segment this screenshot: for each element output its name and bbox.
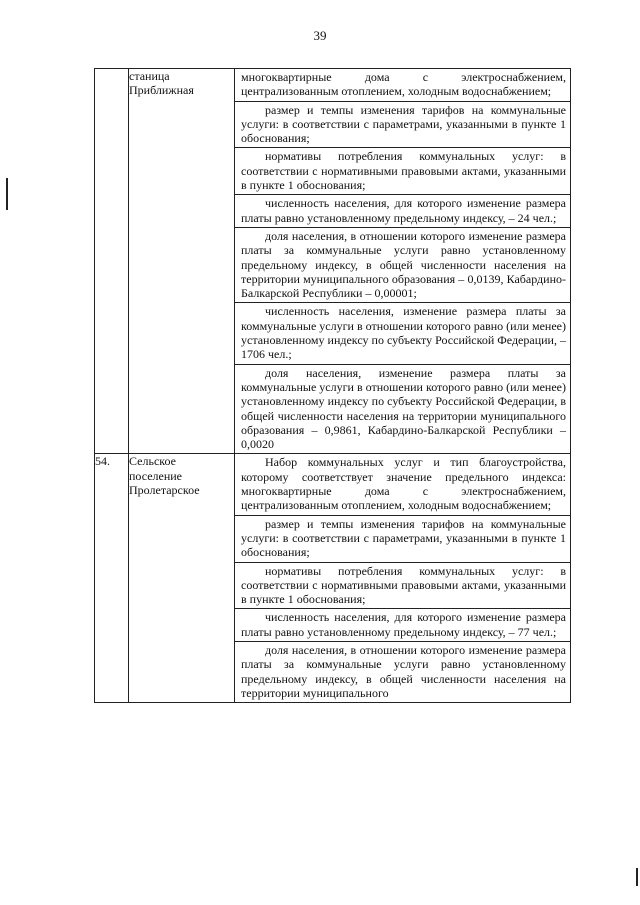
settlement-name-line: Пролетарское — [129, 483, 200, 498]
indicator-paragraph: размер и темпы изменения тарифов на коммунальные услуги: в соответствии с параметрами, указанными в пункте 1 обоснования; — [235, 515, 570, 562]
indicator-paragraph: численность населения, изменение размера платы за коммунальные услуги в отношении которого равно (или менее) установленному индексу по субъекту Российской Федерации, – 1706 чел.; — [235, 302, 570, 363]
indicator-paragraph: доля населения, в отношении которого изменение размера платы за коммунальные услуги равно установленному предельному индексу, в общей численности населения на территории муниципального образования – 0,0139, Кабардино-Балкарской Республики – 0,00001; — [235, 227, 570, 302]
table-row — [95, 69, 571, 454]
indicator-paragraph: нормативы потребления коммунальных услуг: в соответствии с нормативными правовыми актами, указанными в пункте 1 обоснования; — [235, 147, 570, 194]
indicators-cell — [235, 69, 571, 454]
settlement-name-line: станица — [129, 69, 170, 83]
row-number — [95, 69, 129, 454]
indicator-paragraph: доля населения, изменение размера платы за коммунальные услуги в отношении которого равно (или менее) установленному индексу по субъекту Российской Федерации, в общей численности населения на территории муниципального образования – 0,9861, Кабардино-Балкарской Республики – 0,0020 — [235, 364, 570, 454]
indicator-paragraph: Набор коммунальных услуг и тип благоустройства, которому соответствует значение предельного индекса: многоквартирные дома с электроснабжением, централизованным отоплением, холодным водоснабжением; — [241, 455, 566, 513]
row-number: 54. — [95, 454, 129, 703]
page-number: 39 — [313, 28, 327, 43]
indicator-paragraph: размер и темпы изменения тарифов на коммунальные услуги: в соответствии с параметрами, указанными в пункте 1 обоснования; — [235, 101, 570, 148]
scan-mark-right — [636, 868, 638, 886]
indicator-paragraph: численность населения, для которого изменение размера платы равно установленному предельному индексу, – 24 чел.; — [235, 194, 570, 227]
indicator-paragraph: многоквартирные дома с электроснабжением, централизованным отоплением, холодным водоснабжением; — [241, 70, 566, 99]
table-row — [95, 454, 571, 703]
settlements-table — [94, 68, 571, 703]
settlement-name-line: Сельское — [129, 454, 176, 469]
indicator-paragraph: доля населения, в отношении которого изменение размера платы за коммунальные услуги равно установленному предельному индексу, в общей численности населения на территории муниципального — [235, 641, 570, 702]
settlement-name — [129, 454, 235, 703]
settlement-name-line: поселение — [129, 468, 183, 483]
settlement-name — [129, 69, 235, 454]
indicator-paragraph: нормативы потребления коммунальных услуг: в соответствии с нормативными правовыми актами, указанными в пункте 1 обоснования; — [235, 562, 570, 609]
scan-mark-left — [6, 178, 8, 210]
indicator-paragraph: численность населения, для которого изменение размера платы равно установленному предельному индексу, – 77 чел.; — [235, 608, 570, 641]
indicators-cell — [235, 454, 571, 703]
settlement-name-line: Приближная — [129, 83, 194, 98]
